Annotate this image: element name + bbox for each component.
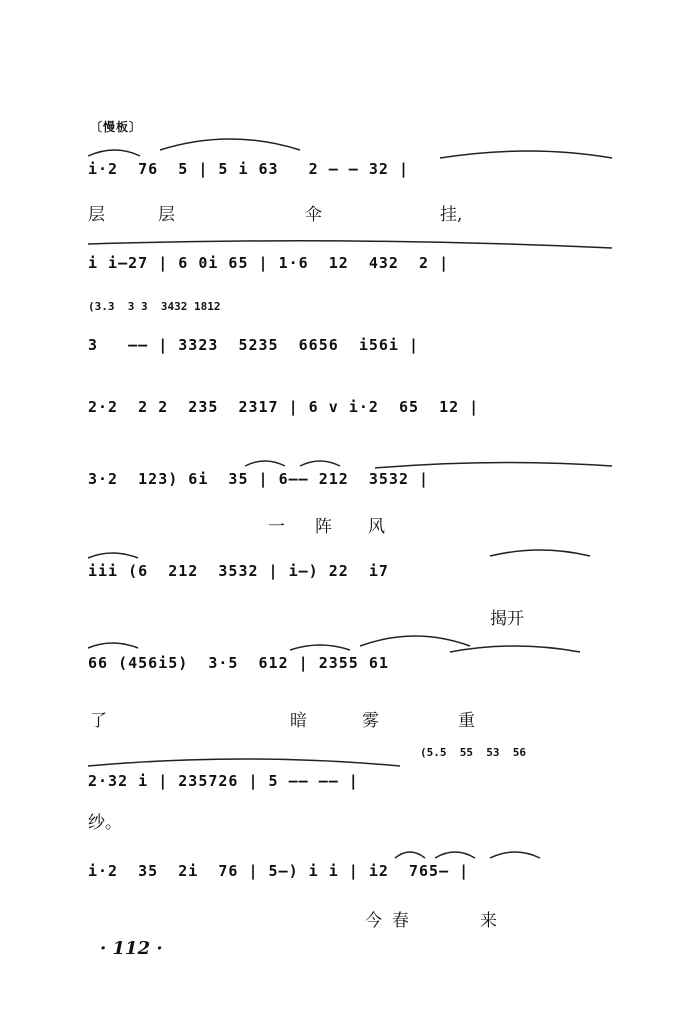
- slur: [395, 852, 425, 858]
- slur: [375, 462, 612, 468]
- slur: [435, 852, 475, 858]
- instrumental-prefix: (5.5 55 53 56: [420, 746, 526, 759]
- notation-line: i i—27 | 6 0i 65 | 1·6 12 432 2 |: [88, 254, 450, 272]
- lyric-syllable: 重: [458, 711, 475, 731]
- slur: [88, 150, 140, 156]
- notation-line: i·2 35 2i 76 | 5—) i i | i2 765— |: [88, 862, 470, 880]
- slur: [88, 643, 138, 648]
- lyric-syllable: 挂,: [440, 205, 463, 225]
- slur: [88, 241, 612, 248]
- slur: [160, 139, 300, 150]
- slur: [450, 646, 580, 652]
- lyric-syllable: 雾: [362, 711, 379, 731]
- notation-line: 2·32 i | 235726 | 5 —— —— |: [88, 772, 359, 790]
- tempo-mark: 〔慢板〕: [90, 120, 143, 134]
- lyric-syllable: 伞: [305, 205, 322, 225]
- slur: [300, 461, 340, 466]
- lyric-syllable: 春: [392, 911, 409, 931]
- slur: [490, 852, 540, 858]
- notation-line: 3·2 123) 6i 35 | 6—— 212 3532 |: [88, 470, 430, 488]
- slur: [88, 759, 400, 766]
- lyric-syllable: 层: [158, 205, 175, 225]
- lyric-syllable: 揭开: [490, 609, 524, 629]
- slur: [290, 645, 350, 650]
- lyric-syllable: 层: [88, 205, 105, 225]
- lyric-syllable: 了: [90, 711, 107, 731]
- notation-line: i·2 76 5 | 5 i 63 2 — — 32 |: [88, 160, 409, 178]
- lyric-syllable: 今: [365, 911, 382, 931]
- instrumental-prefix: (3.3 3 3 3432 1812: [88, 300, 221, 313]
- lyric-syllable: 一: [268, 517, 285, 537]
- slur: [490, 550, 590, 556]
- slur: [88, 553, 138, 558]
- lyric-syllable: 纱。: [88, 813, 122, 833]
- slur: [440, 151, 612, 158]
- notation-line: 66 (456i5) 3·5 612 | 2355 61: [88, 654, 389, 672]
- notation-line: 3 —— | 3323 5235 6656 i56i |: [88, 336, 420, 354]
- lyric-syllable: 阵: [315, 517, 332, 537]
- lyric-syllable: 来: [480, 911, 497, 931]
- page-number: · 112 ·: [100, 938, 163, 959]
- slur: [360, 636, 470, 646]
- notation-line: iii (6 212 3532 | i—) 22 i7: [88, 562, 389, 580]
- slur: [245, 461, 285, 466]
- notation-line: 2·2 2 2 235 2317 | 6 v i·2 65 12 |: [88, 398, 480, 416]
- lyric-syllable: 暗: [290, 711, 307, 731]
- lyric-syllable: 风: [368, 517, 385, 537]
